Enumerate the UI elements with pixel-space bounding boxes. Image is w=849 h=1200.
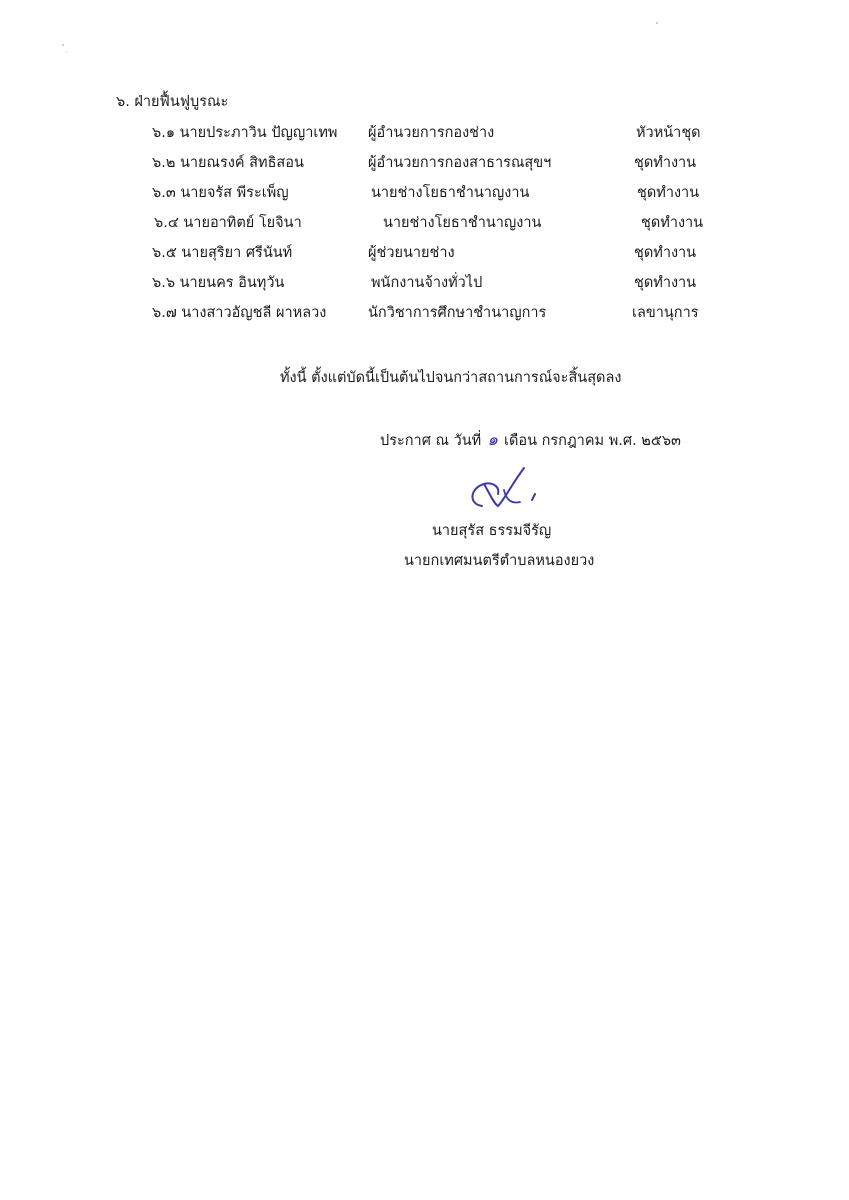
member-row [0, 124, 849, 148]
member-name: ๖.๗ นางสาวอัญชลี ผาหลวง [152, 305, 327, 321]
member-role: ชุดทำงาน [641, 215, 704, 231]
signer-title: นายกเทศมนตรีตำบลหนองยวง [404, 553, 595, 569]
member-role: ชุดทำงาน [634, 245, 697, 261]
member-name: ๖.๕ นายสุริยา ศรีนันท์ [152, 245, 293, 261]
member-position: นายช่างโยธาชำนาญงาน [383, 215, 542, 231]
member-name: ๖.๑ นายประภาวิน ปัญญาเทพ [152, 125, 338, 141]
member-role: หัวหน้าชุด [636, 125, 701, 141]
scan-speck [66, 52, 67, 53]
member-row [0, 214, 849, 238]
member-role: ชุดทำงาน [637, 185, 700, 201]
member-position: นักวิชาการศึกษาชำนาญการ [368, 305, 547, 321]
date-suffix: เดือน กรกฎาคม พ.ศ. ๒๕๖๓ [504, 433, 681, 449]
member-row [0, 184, 849, 208]
member-row [0, 274, 849, 298]
announcement-date [380, 431, 681, 450]
member-role: ชุดทำงาน [634, 275, 697, 291]
date-prefix: ประกาศ ณ วันที่ [380, 433, 482, 449]
effective-statement: ทั้งนี้ ตั้งแต่บัดนี้เป็นต้นไปจนกว่าสถานการณ์จะสิ้นสุดลง [280, 370, 622, 386]
member-row [0, 154, 849, 178]
member-position: ผู้อำนวยการกองช่าง [368, 125, 495, 141]
member-position: ผู้อำนวยการกองสาธารณสุขฯ [368, 155, 552, 171]
member-name: ๖.๒ นายณรงค์ สิทธิสอน [152, 155, 304, 171]
signer-name: นายสุรัส ธรรมจีรัญ [432, 523, 552, 539]
member-name: ๖.๓ นายจรัส พีระเพ็ญ [152, 185, 289, 201]
scan-speck [62, 44, 64, 46]
member-position: พนักงานจ้างทั่วไป [371, 275, 483, 291]
member-role: ชุดทำงาน [634, 155, 697, 171]
section-heading: ๖. ฝ่ายฟื้นฟูบูรณะ [116, 94, 229, 110]
date-day: ๑ [487, 430, 498, 450]
member-name: ๖.๖ นายนคร อินทุวัน [152, 275, 285, 291]
member-name: ๖.๔ นายอาทิตย์ โยจินา [154, 215, 302, 231]
member-position: ผู้ช่วยนายช่าง [368, 245, 455, 261]
scan-speck [656, 22, 658, 24]
member-row [0, 304, 849, 328]
member-position: นายช่างโยธาชำนาญงาน [371, 185, 530, 201]
handwritten-signature [460, 460, 550, 520]
member-row [0, 244, 849, 268]
member-role: เลขานุการ [632, 305, 699, 321]
